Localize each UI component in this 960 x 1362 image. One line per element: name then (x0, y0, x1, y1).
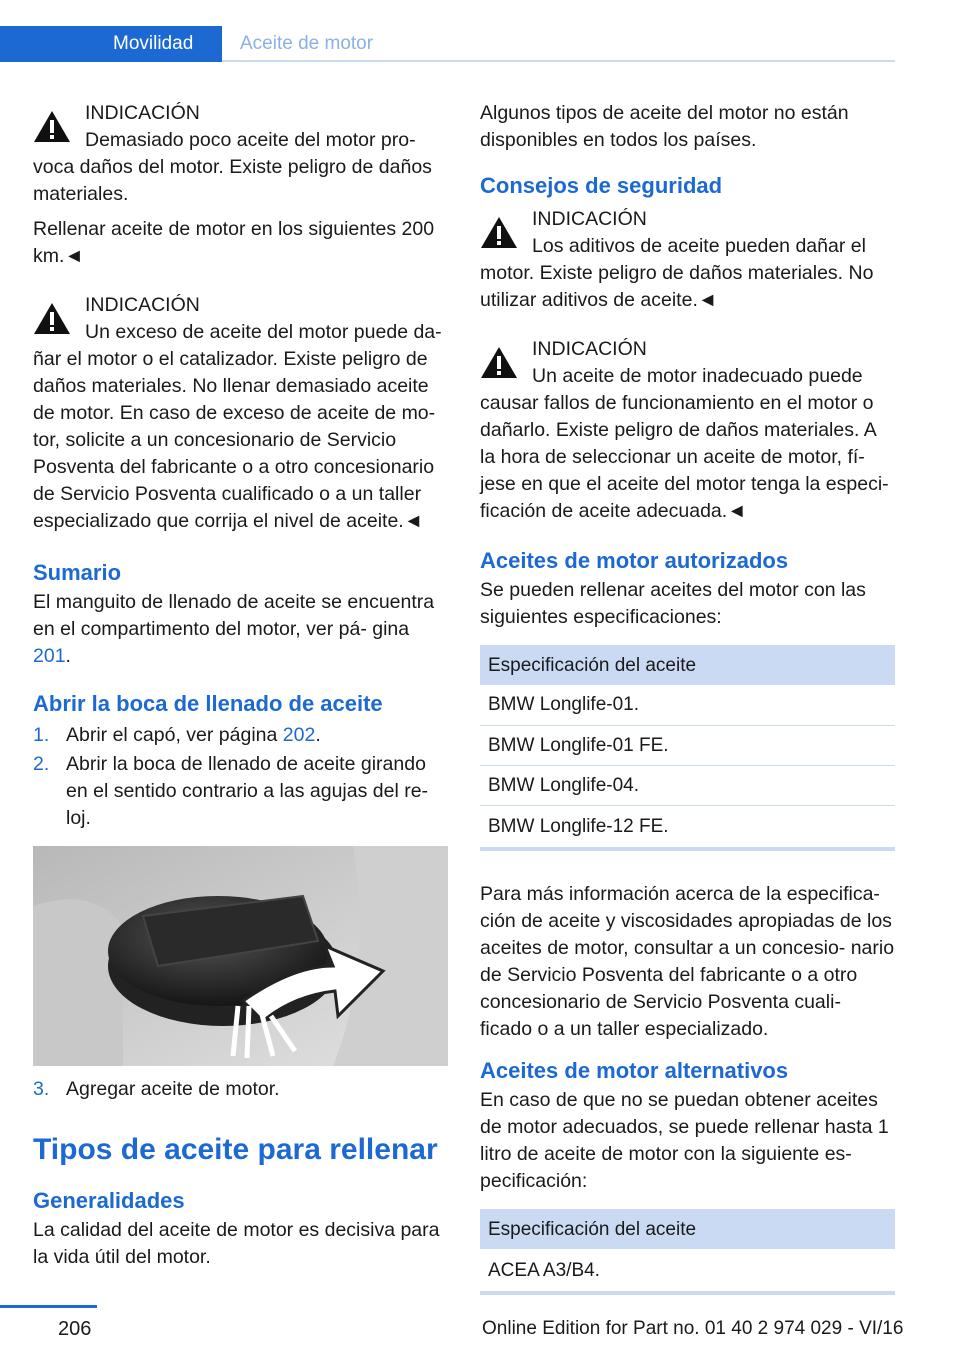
approved-oils-table (480, 645, 895, 851)
note-label: INDICACIÓN (85, 102, 200, 124)
table-row (480, 725, 895, 765)
step-text: Abrir el capó, ver página (66, 724, 283, 746)
step-text: Agregar aceite de motor. (66, 1078, 280, 1100)
table-header: Especificación del aceite (480, 1209, 895, 1249)
topic-tab[interactable]: Aceite de motor (240, 33, 374, 54)
note-text-continued: motor. Existe peligro de daños materiales. No utilizar aditivos de aceite.◄ (480, 262, 874, 311)
list-item (33, 722, 448, 749)
table-header: Especificación del aceite (480, 645, 895, 685)
autorizados-text: Se pueden rellenar aceites del motor con las siguientes especificaciones: (480, 579, 866, 628)
note-text: Un aceite de motor inadecuado puede (532, 365, 863, 387)
note-text-continued: ñar el motor o el catalizador. Existe peligro de daños materiales. No llenar demasiado aceite de motor. En caso de exceso de aceite de mo- tor, solicite a un concesionario de Servicio Posventa del fabricante o a otro concesionario de Servicio Posventa cualificado o a un taller especializado que corrija el nivel de aceite.◄ (33, 348, 436, 532)
generalidades-text: La calidad del aceite de motor es decisiva para la vida útil del motor. (33, 1219, 440, 1268)
table-cell: ACEA A3/B4. (480, 1249, 895, 1293)
warning-note (33, 292, 448, 535)
more-info-text: Para más información acerca de la especifica- ción de aceite y viscosidades apropiadas de los aceites de motor, consultar a un concesio- nario de Servicio Posventa del fabricante o a otro concesionario de Servicio Posventa cuali- ficado o a un taller especializado. (480, 883, 895, 1040)
note-text: Un exceso de aceite del motor puede da- (85, 321, 442, 343)
page-number: 206 (58, 1318, 92, 1340)
sumario-body: El manguito de llenado de aceite se encuentra en el compartimento del motor, ver pá- gina (33, 591, 435, 640)
step-end: . (315, 724, 321, 746)
right-column (480, 100, 895, 1325)
table-row (480, 805, 895, 849)
heading-sumario: Sumario (33, 560, 122, 585)
note-text-continued: causar fallos de funcionamiento en el motor o dañarlo. Existe peligro de daños materiales. A la hora de seleccionar un aceite de motor, fí- jese en que el aceite del motor tenga la especi- ficación de aceite adecuada.◄ (480, 392, 889, 522)
step-number: 2. (33, 753, 50, 775)
table-cell: BMW Longlife-04. (480, 765, 895, 805)
steps-list-continued (33, 1076, 448, 1103)
table-cell: BMW Longlife-01 FE. (480, 725, 895, 765)
note-label: INDICACIÓN (85, 294, 200, 316)
sumario-end: . (65, 645, 71, 667)
note-label: INDICACIÓN (532, 208, 647, 230)
page-link-202[interactable]: 202 (282, 724, 316, 746)
step-text: Abrir la boca de llenado de aceite girando en el sentido contrario a las agujas del re- loj. (66, 753, 429, 829)
heading-alternativos: Aceites de motor alternativos (480, 1058, 789, 1083)
note-text-continued: voca daños del motor. Existe peligro de daños materiales. (33, 156, 432, 205)
warning-note (480, 336, 895, 525)
warning-note (480, 206, 895, 314)
list-item (33, 1076, 448, 1103)
footer-rule (0, 1305, 97, 1308)
note-label: INDICACIÓN (532, 338, 647, 360)
alternativos-text: En caso de que no se puedan obtener aceites de motor adecuados, se puede rellenar hasta 1 litro de aceite de motor con la siguiente es- pecificación: (480, 1089, 889, 1192)
heading-autorizados: Aceites de motor autorizados (480, 548, 789, 573)
step-number: 1. (33, 724, 50, 746)
heading-abrir: Abrir la boca de llenado de aceite (33, 691, 383, 716)
refill-text: Rellenar aceite de motor en los siguientes 200 km.◄ (33, 218, 435, 267)
steps-list (33, 722, 448, 832)
warning-triangle-icon (33, 302, 71, 335)
heading-tipos: Tipos de aceite para rellenar (33, 1133, 438, 1166)
step-number: 3. (33, 1078, 50, 1100)
page-link-201[interactable]: 201 (33, 645, 66, 667)
page-header (0, 26, 895, 62)
intro-text: Algunos tipos de aceite del motor no están disponibles en todos los países. (480, 102, 849, 151)
note-text: Demasiado poco aceite del motor pro- (85, 129, 416, 151)
table-row (480, 1249, 895, 1293)
note-text: Los aditivos de aceite pueden dañar el (532, 235, 866, 257)
alternative-oils-table (480, 1209, 895, 1295)
edition-text: Online Edition for Part no. 01 40 2 974 029 - VI/16 (482, 1318, 904, 1339)
left-column (33, 100, 448, 1285)
warning-triangle-icon (480, 216, 518, 249)
heading-consejos: Consejos de seguridad (480, 173, 723, 198)
warning-triangle-icon (33, 110, 71, 143)
list-item (33, 751, 448, 832)
table-row (480, 685, 895, 725)
heading-generalidades: Generalidades (33, 1188, 185, 1213)
oil-cap-photo (33, 846, 448, 1066)
warning-note (33, 100, 448, 208)
header-rule (222, 60, 895, 62)
warning-triangle-icon (480, 346, 518, 379)
sumario-text (33, 589, 448, 670)
table-row (480, 765, 895, 805)
table-cell: BMW Longlife-01. (480, 685, 895, 725)
table-cell: BMW Longlife-12 FE. (480, 805, 895, 849)
section-tab[interactable]: Movilidad (0, 26, 222, 62)
